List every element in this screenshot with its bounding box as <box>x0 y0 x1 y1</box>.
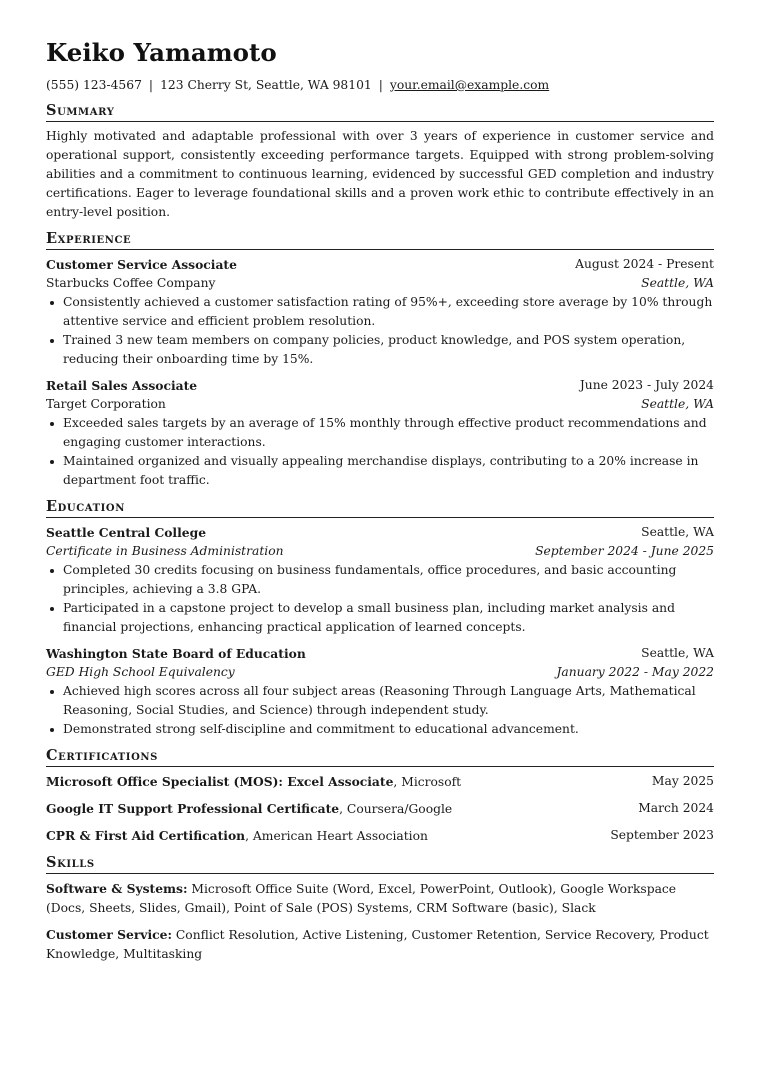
bullet-item: Exceeded sales targets by an average of 15% monthly through effective product recommendations and engaging customer interactions. <box>46 414 714 452</box>
certification-name: Google IT Support Professional Certificate <box>46 801 340 816</box>
skill-label: Customer Service: <box>46 927 172 942</box>
section-title-summary: Summary <box>46 102 714 122</box>
bullet-item: Consistently achieved a customer satisfaction rating of 95%+, exceeding store average by 10% through attentive service and efficient problem resolution. <box>46 293 714 331</box>
email-link[interactable]: your.email@example.com <box>389 78 550 92</box>
bullet-item: Demonstrated strong self-discipline and commitment to educational advancement. <box>46 720 714 739</box>
company-name: Target Corporation <box>46 397 166 411</box>
education-dates: September 2024 - June 2025 <box>535 544 714 558</box>
section-title-experience: Experience <box>46 230 714 250</box>
skill-group <box>46 879 714 918</box>
bullet-list <box>46 414 714 490</box>
certification-date: March 2024 <box>638 801 714 815</box>
certification-item <box>46 772 714 792</box>
job-title: Customer Service Associate <box>46 257 237 272</box>
bullet-list <box>46 293 714 369</box>
bullet-item: Maintained organized and visually appealing merchandise displays, contributing to a 20% increase in department foot traffic. <box>46 452 714 490</box>
experience-section <box>46 230 714 490</box>
contact-separator: | <box>378 78 383 92</box>
skill-label: Software & Systems: <box>46 881 188 896</box>
certification-issuer: , Microsoft <box>393 775 462 789</box>
school-location: Seattle, WA <box>641 646 714 660</box>
experience-entry <box>46 255 714 369</box>
certification-name: Microsoft Office Specialist (MOS): Excel Associate <box>46 774 394 789</box>
bullet-item: Achieved high scores across all four subject areas (Reasoning Through Language Arts, Mathematical Reasoning, Social Studies, and Science) through independent study. <box>46 682 714 720</box>
experience-entry <box>46 376 714 490</box>
school-name: Seattle Central College <box>46 525 207 540</box>
summary-section <box>46 102 714 222</box>
certification-name: CPR & First Aid Certification <box>46 828 246 843</box>
job-dates: June 2023 - July 2024 <box>579 378 714 392</box>
resume-page <box>46 36 714 971</box>
skill-group <box>46 925 714 964</box>
company-name: Starbucks Coffee Company <box>46 276 216 290</box>
education-entry <box>46 644 714 739</box>
program-name: GED High School Equivalency <box>46 665 235 679</box>
education-entry <box>46 523 714 637</box>
certification-issuer: , American Heart Association <box>245 829 428 843</box>
job-location: Seattle, WA <box>641 397 714 411</box>
certification-item <box>46 826 714 846</box>
bullet-item: Participated in a capstone project to develop a small business plan, including market analysis and financial projections, enhancing practical application of learned concepts. <box>46 599 714 637</box>
certification-date: May 2025 <box>651 774 714 788</box>
contact-line <box>46 76 714 94</box>
address: 123 Cherry St, Seattle, WA 98101 <box>160 78 372 92</box>
certification-date: September 2023 <box>610 828 714 842</box>
job-title: Retail Sales Associate <box>46 378 198 393</box>
bullet-list <box>46 561 714 637</box>
skill-text: Conflict Resolution, Active Listening, Customer Retention, Service Recovery, Product Knowledge, Multitasking <box>46 928 709 961</box>
certifications-section <box>46 747 714 846</box>
program-name: Certificate in Business Administration <box>46 544 284 558</box>
job-location: Seattle, WA <box>641 276 714 290</box>
bullet-item: Trained 3 new team members on company policies, product knowledge, and POS system operation, reducing their onboarding time by 15%. <box>46 331 714 369</box>
section-title-education: Education <box>46 498 714 518</box>
school-location: Seattle, WA <box>641 525 714 539</box>
bullet-item: Completed 30 credits focusing on business fundamentals, office procedures, and basic accounting principles, achieving a 3.8 GPA. <box>46 561 714 599</box>
section-title-certifications: Certifications <box>46 747 714 767</box>
certification-item <box>46 799 714 819</box>
school-name: Washington State Board of Education <box>46 646 306 661</box>
certification-issuer: , Coursera/Google <box>339 802 453 816</box>
education-dates: January 2022 - May 2022 <box>556 665 714 679</box>
skills-section <box>46 854 714 964</box>
section-title-skills: Skills <box>46 854 714 874</box>
skill-text: Microsoft Office Suite (Word, Excel, PowerPoint, Outlook), Google Workspace (Docs, Sheets, Slides, Gmail), Point of Sale (POS) Systems, CRM Software (basic), Slack <box>46 882 677 915</box>
candidate-name: Keiko Yamamoto <box>46 38 277 67</box>
bullet-list <box>46 682 714 739</box>
summary-text: Highly motivated and adaptable professional with over 3 years of experience in customer service and operational support, consistently exceeding performance targets. Equipped with strong problem-solving abilities and a commitment to continuous learning, evidenced by successful GED completion and industry certifications. Eager to leverage foundational skills and a proven work ethic to contribute effectively in an entry-level position. <box>46 129 714 219</box>
education-section <box>46 498 714 739</box>
contact-separator: | <box>148 78 154 92</box>
job-dates: August 2024 - Present <box>575 257 714 271</box>
phone-number: (555) 123-4567 <box>46 78 142 92</box>
